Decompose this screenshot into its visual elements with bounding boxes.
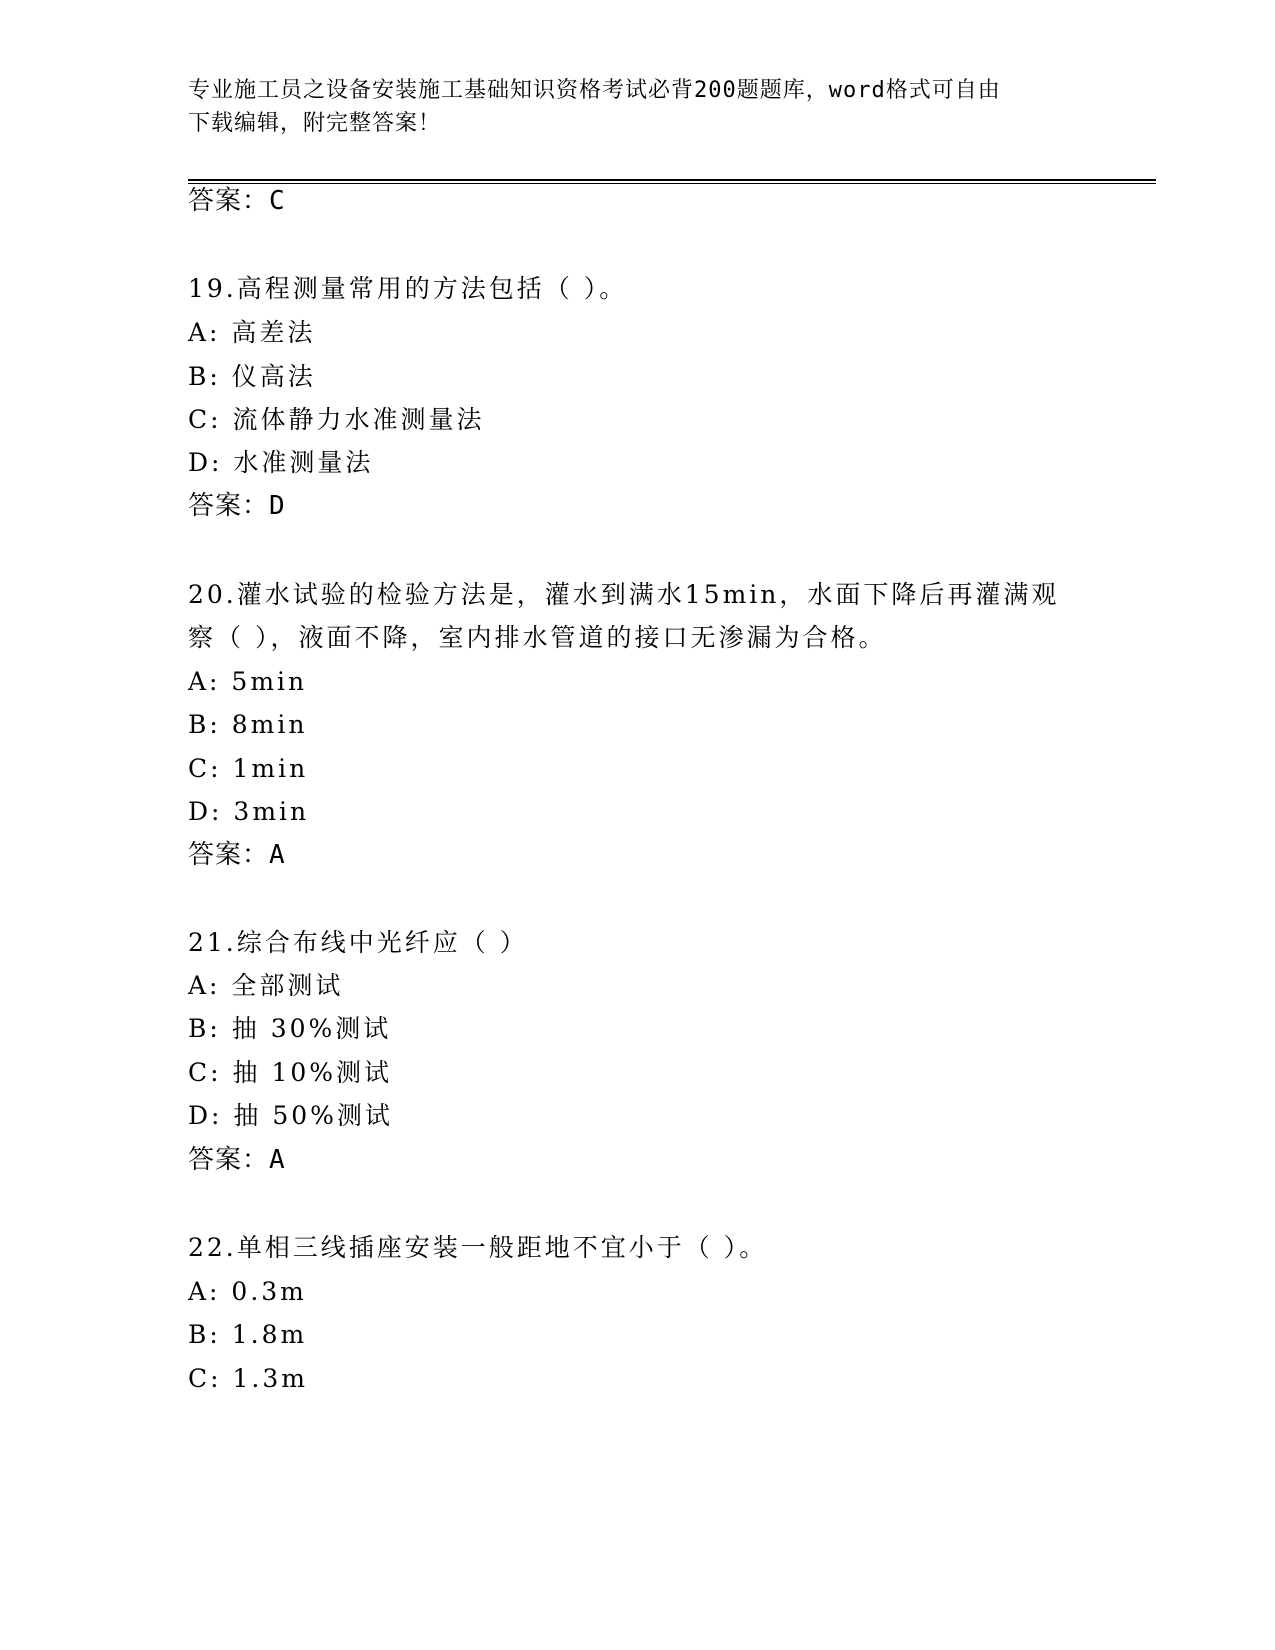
question-22-stem: 22.单相三线插座安装一般距地不宜小于（ ）。: [188, 1233, 768, 1262]
question-21-option-d: D: 抽 50%测试: [188, 1101, 393, 1130]
header-divider-thin: [188, 183, 1156, 184]
question-20-option-d: D: 3min: [188, 797, 310, 826]
question-19-option-d: D: 水准测量法: [188, 448, 374, 477]
question-20-answer: 答案：A: [188, 840, 286, 870]
question-21-option-a: A: 全部测试: [188, 971, 344, 1000]
question-20-option-c: C: 1min: [188, 754, 309, 783]
question-20-option-a: A: 5min: [188, 667, 308, 696]
document-header: [188, 74, 1088, 140]
question-22-option-b: B: 1.8m: [188, 1320, 308, 1349]
question-20-option-b: B: 8min: [188, 710, 308, 739]
question-21-stem: 21.综合布线中光纤应（ ）: [188, 928, 528, 957]
question-22-option-c: C: 1.3m: [188, 1364, 308, 1393]
question-19-option-b: B: 仪高法: [188, 362, 316, 391]
previous-answer: 答案：C: [188, 186, 286, 216]
header-divider-thick: [188, 179, 1156, 181]
question-19-answer: 答案：D: [188, 491, 286, 521]
question-21-answer: 答案：A: [188, 1145, 286, 1175]
question-19-stem: 19.高程测量常用的方法包括（ ）。: [188, 274, 628, 303]
question-19-option-c: C: 流体静力水准测量法: [188, 405, 485, 434]
header-line-1: 专业施工员之设备安装施工基础知识资格考试必背200题题库，word格式可自由: [188, 78, 1001, 103]
question-21-option-c: C: 抽 10%测试: [188, 1058, 393, 1087]
header-line-2: 下载编辑，附完整答案！: [188, 111, 442, 136]
question-19-option-a: A: 高差法: [188, 318, 316, 347]
question-20-stem-line-1: 20.灌水试验的检验方法是，灌水到满水15min，水面下降后再灌满观: [188, 580, 1060, 609]
question-20-stem-line-2: 察（ ），液面不降，室内排水管道的接口无渗漏为合格。: [188, 623, 887, 652]
question-22-option-a: A: 0.3m: [188, 1277, 307, 1306]
question-21-option-b: B: 抽 30%测试: [188, 1014, 392, 1043]
